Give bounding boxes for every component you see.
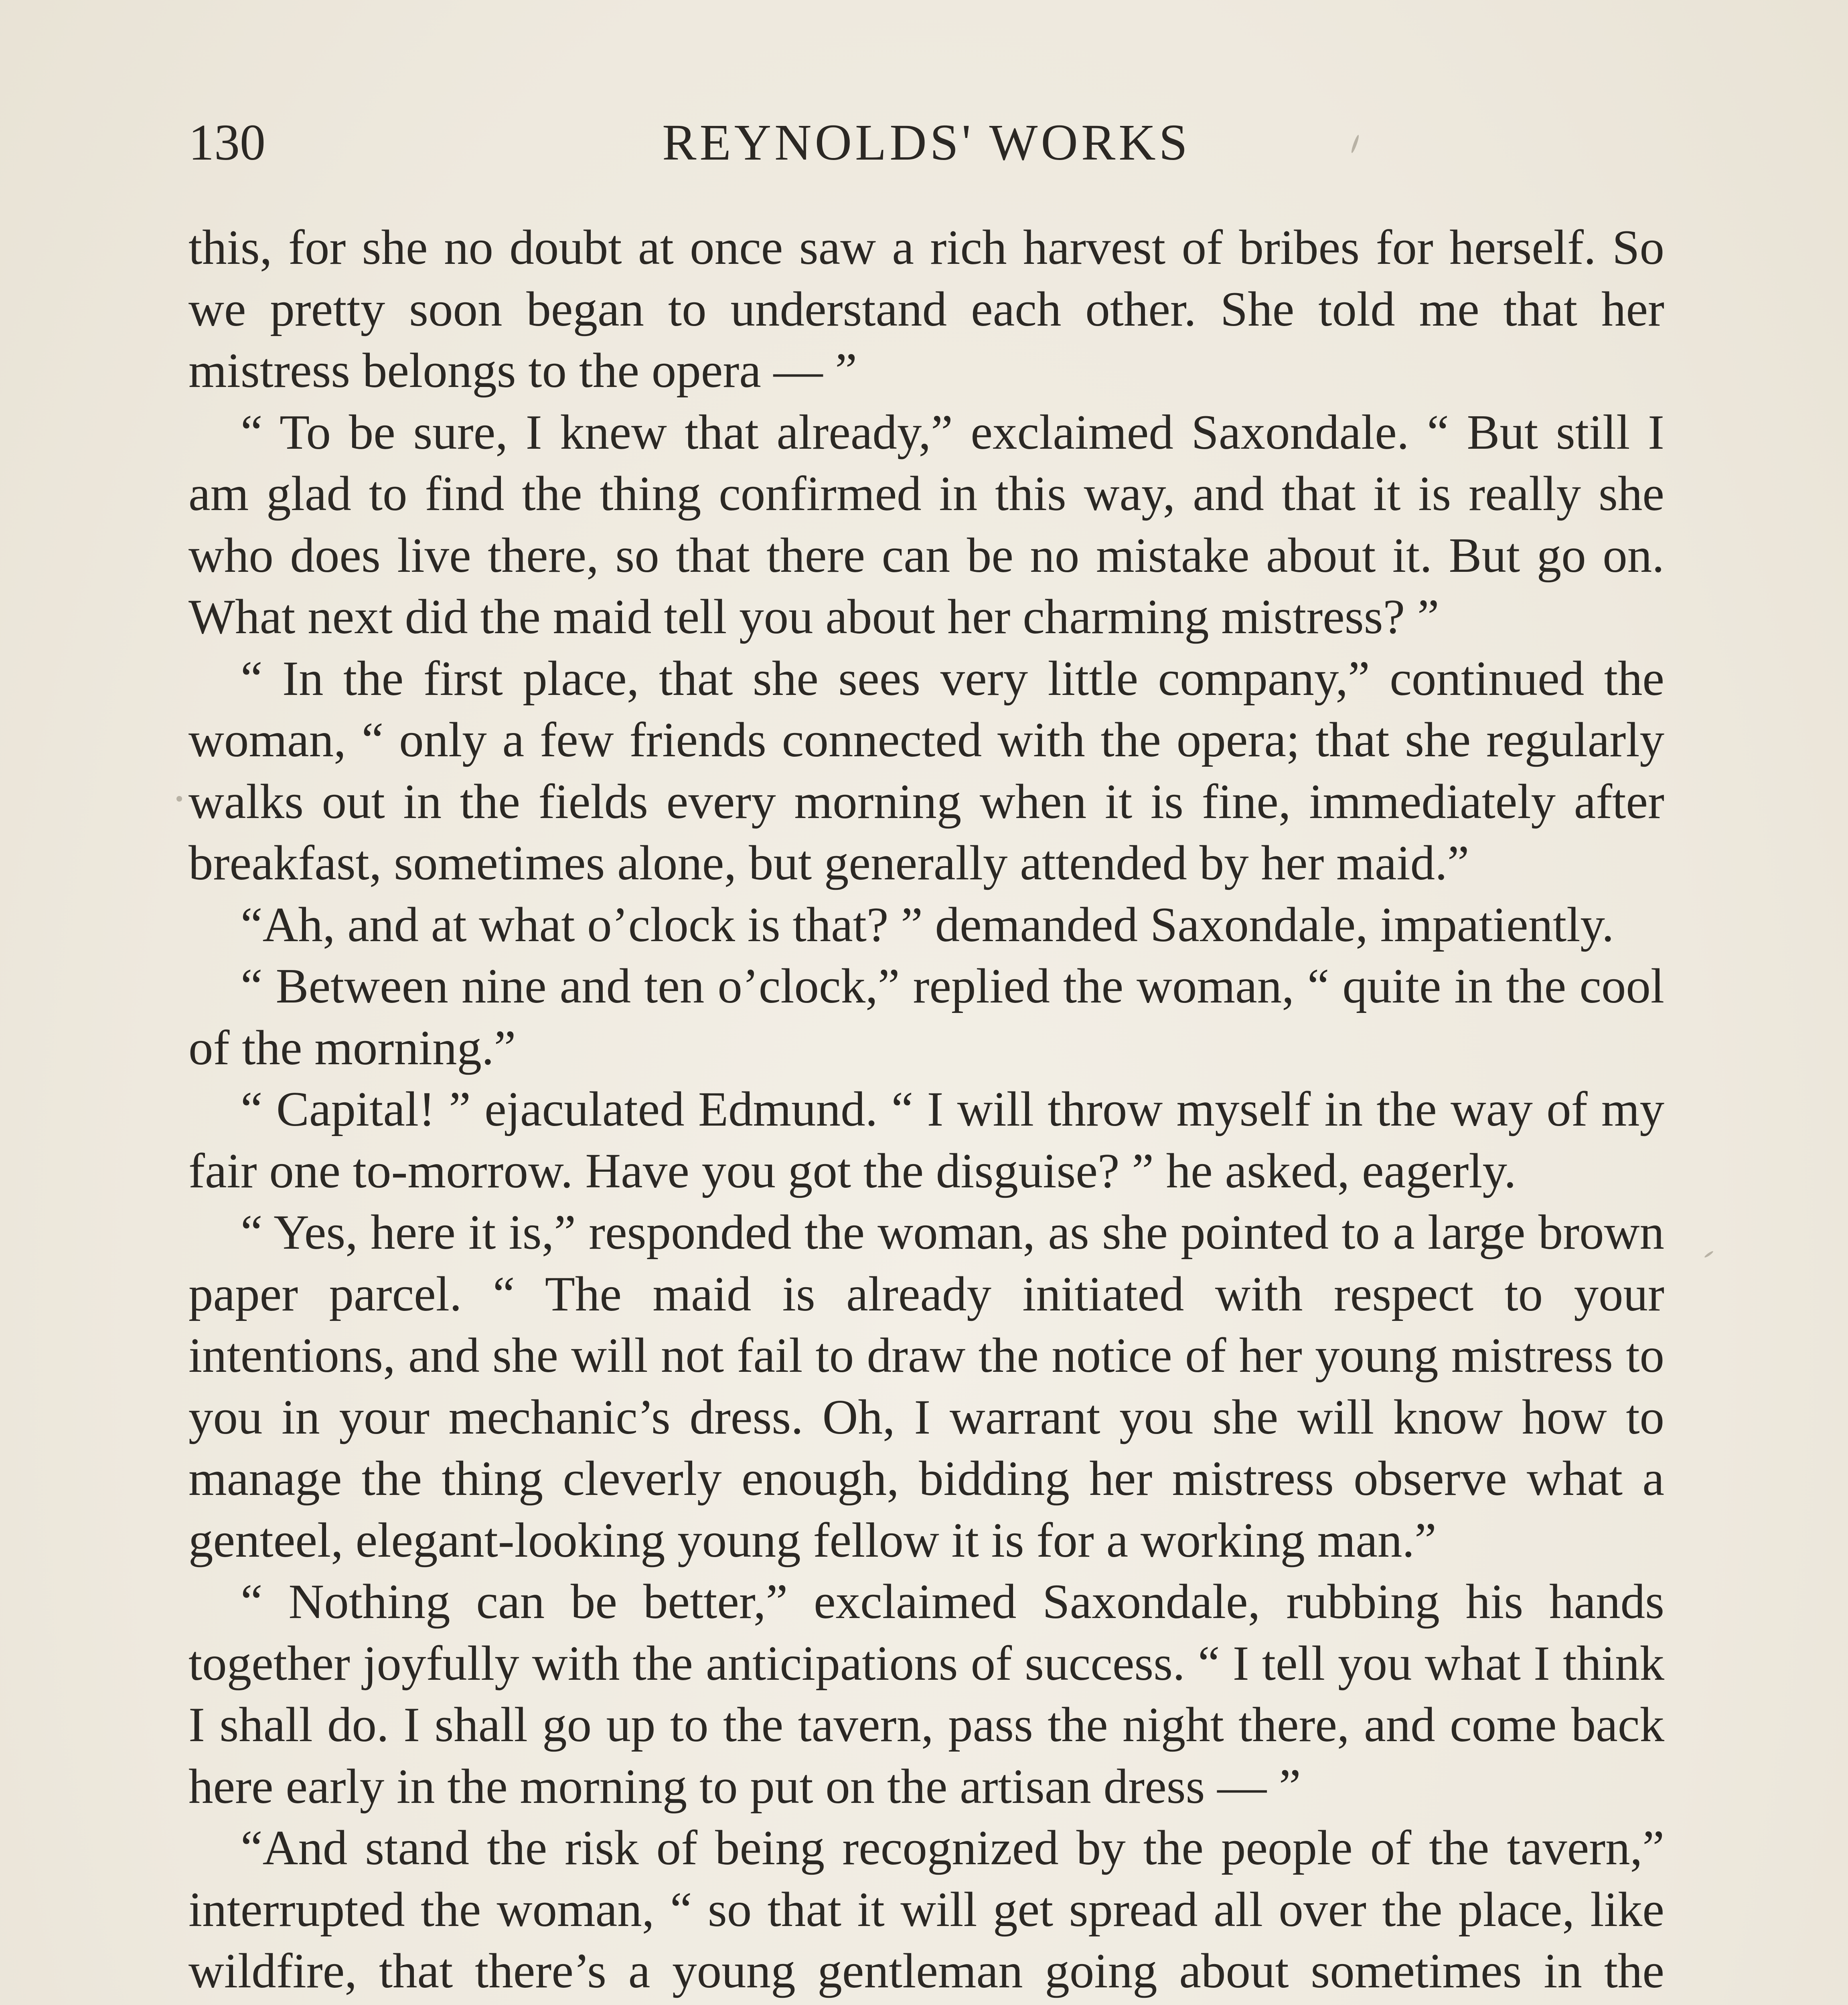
- page-header: [188, 102, 1664, 182]
- paragraph: “ In the first place, that she sees very little company,” continued the woman, “ only a few friends connected with the opera; that she regularly walks out in the fields every morning when it is fine, immediately after breakfast, sometimes alone, but generally attended by her maid.”: [188, 650, 1664, 890]
- paper-speck: [1704, 1250, 1714, 1258]
- running-head: REYNOLDS' WORKS: [662, 114, 1191, 171]
- page-number: 130: [188, 114, 265, 171]
- body-text: [188, 217, 1664, 2005]
- paragraph: “ Between nine and ten o’clock,” replied the woman, “ quite in the cool of the morning.”: [188, 958, 1664, 1075]
- paragraph: “Ah, and at what o’clock is that? ” demanded Saxondale, impatiently.: [241, 897, 1614, 952]
- paragraph: “ Capital! ” ejaculated Edmund. “ I will throw myself in the way of my fair one to-morrow. Have you got the disguise? ” he asked, eagerly.: [188, 1081, 1664, 1198]
- paragraph: “ Yes, here it is,” responded the woman, as she pointed to a large brown paper parcel. “ The maid is already initiated with respect to your intentions, and she will not fail to draw the notice of her young mistress to you in your mechanic’s dress. Oh, I warrant you she will know how to manage the thing cleverly enough, bidding her mistress observe what a genteel, elegant-looking young fellow it is for a working man.”: [188, 1205, 1664, 1568]
- paper-speck: [176, 796, 182, 802]
- paragraph: this, for she no doubt at once saw a rich harvest of bribes for herself. So we pretty soon began to understand each other. She told me that her mistress belongs to the opera — ”: [188, 220, 1664, 398]
- paragraph: “And stand the risk of being recognized by the people of the tavern,” interrupted the woman, “ so that it will get spread all over the place, like wildfire, that there’s a young gentleman going about sometimes in the: [188, 1820, 1664, 1998]
- paragraph: “ To be sure, I knew that already,” exclaimed Saxondale. “ But still I am glad to find the thing confirmed in this way, and that it is really she who does live there, so that there can be no mistake about it. But go on. What next did the maid tell you about her charming mistress? ”: [188, 404, 1664, 644]
- paragraph: “ Nothing can be better,” exclaimed Saxondale, rubbing his hands together joyfully with the anticipations of success. “ I tell you what I think I shall do. I shall go up to the tavern, pass the night there, and come back here early in the morning to put on the artisan dress — ”: [188, 1574, 1664, 1814]
